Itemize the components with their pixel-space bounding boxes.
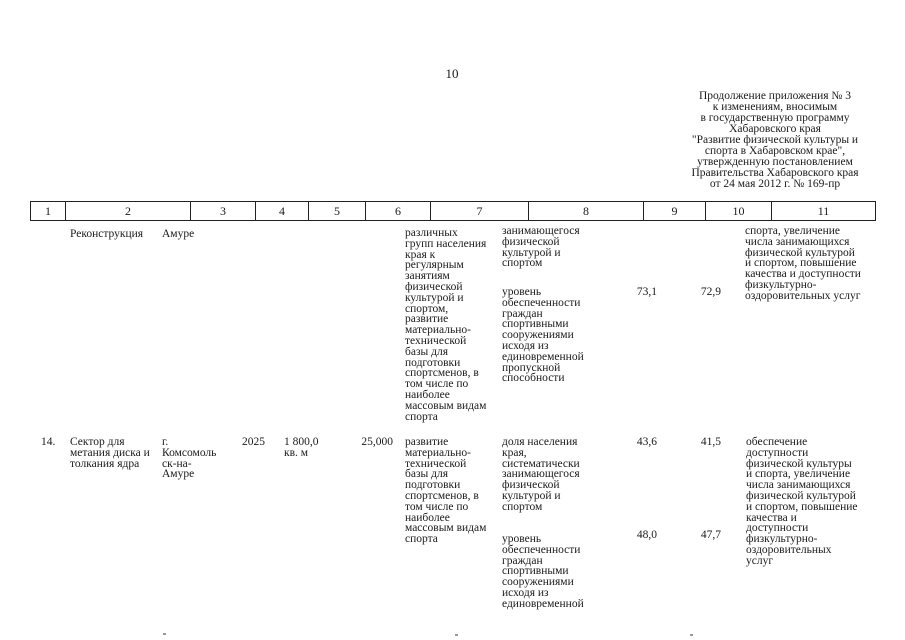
expected-result-cell: обеспечение доступности физической культуры и спорта, увеличение числа занимающихся физической культурой и спортом, повышение качества и доступности физкультурно- оздоровительных услуг [746, 436, 858, 567]
column-number-header-row [30, 201, 876, 221]
column-number-cell: 8 [529, 202, 644, 220]
header-note-line: утвержденную постановлением [697, 156, 853, 168]
header-note-line: к изменениям, вносимым [712, 101, 838, 113]
indicator-cell: уровень обеспеченности граждан спортивными сооружениями исходя из единовременной пропускной способности [502, 286, 584, 385]
expected-result-cell: спорта, увеличение числа занимающихся физической культурой и спортом, повышение качества и доступности физкультурно- оздоровительных услуг [745, 225, 861, 302]
column-number-cell: 7 [431, 202, 529, 220]
object-type-cell: Реконструкция [70, 228, 144, 240]
scan-speck [163, 633, 166, 635]
cost-cell: 25,000 [361, 436, 393, 448]
indicator-value-cell: 41,5 [700, 436, 721, 448]
header-note-line: спорта в Хабаровском крае", [704, 145, 846, 157]
scan-speck [455, 634, 458, 636]
indicator-cell: занимающегося физической культурой и спортом [502, 225, 580, 270]
indicator-value-cell: 72,9 [700, 286, 721, 298]
header-note-line: "Развитие физической культуры и [691, 134, 859, 146]
appendix-header-note [665, 91, 885, 190]
header-note-line: от 24 мая 2012 г. № 169-пр [709, 178, 841, 190]
year-cell: 2025 [242, 436, 265, 448]
column-number-cell: 11 [817, 204, 830, 218]
goal-cell: различных групп населения края к регулярным занятиям физической культурой и спортом, развитие материально- технической базы для подготовки спортсменов, в том числе по наиболее массовым видам спорта [405, 227, 487, 423]
indicator-value-cell: 43,6 [636, 436, 657, 448]
scan-speck [690, 634, 693, 636]
column-number-cell: 9 [644, 202, 706, 220]
location-cell: г. Комсомоль ск-на- Амуре [162, 436, 217, 481]
header-note-line: в государственную программу [700, 112, 850, 124]
indicator-value-cell: 47,7 [700, 529, 721, 541]
row-number-cell: 14. [41, 436, 56, 448]
indicator-value-cell: 73,1 [636, 286, 657, 298]
indicator-cell: доля населения края, систематически занимающегося физической культурой и спортом [502, 436, 580, 513]
column-number-cell: 1 [31, 202, 66, 220]
column-number-cell: 2 [66, 202, 191, 220]
column-number-cell: 3 [191, 202, 256, 220]
object-name-cell: Сектор для метания диска и толкания ядра [70, 436, 150, 470]
column-number-cell: 5 [309, 202, 366, 220]
column-number-cell: 4 [256, 202, 309, 220]
indicator-cell: уровень обеспеченности граждан спортивными сооружениями исходя из единовременной [502, 533, 584, 610]
column-number-cell: 6 [366, 202, 431, 220]
header-note-line: Хабаровского края [729, 123, 821, 135]
goal-cell: развитие материально- технической базы для подготовки спортсменов, в том числе по наиболее массовым видам спорта [405, 436, 487, 546]
header-note-line: Правительства Хабаровского края [691, 167, 859, 179]
capacity-cell: 1 800,0 кв. м [284, 436, 319, 459]
page-number: 10 [445, 66, 459, 81]
indicator-value-cell: 48,0 [636, 529, 657, 541]
header-note-line: Продолжение приложения № 3 [698, 90, 852, 102]
location-cell: Амуре [162, 228, 195, 240]
column-number-cell: 10 [706, 202, 772, 220]
